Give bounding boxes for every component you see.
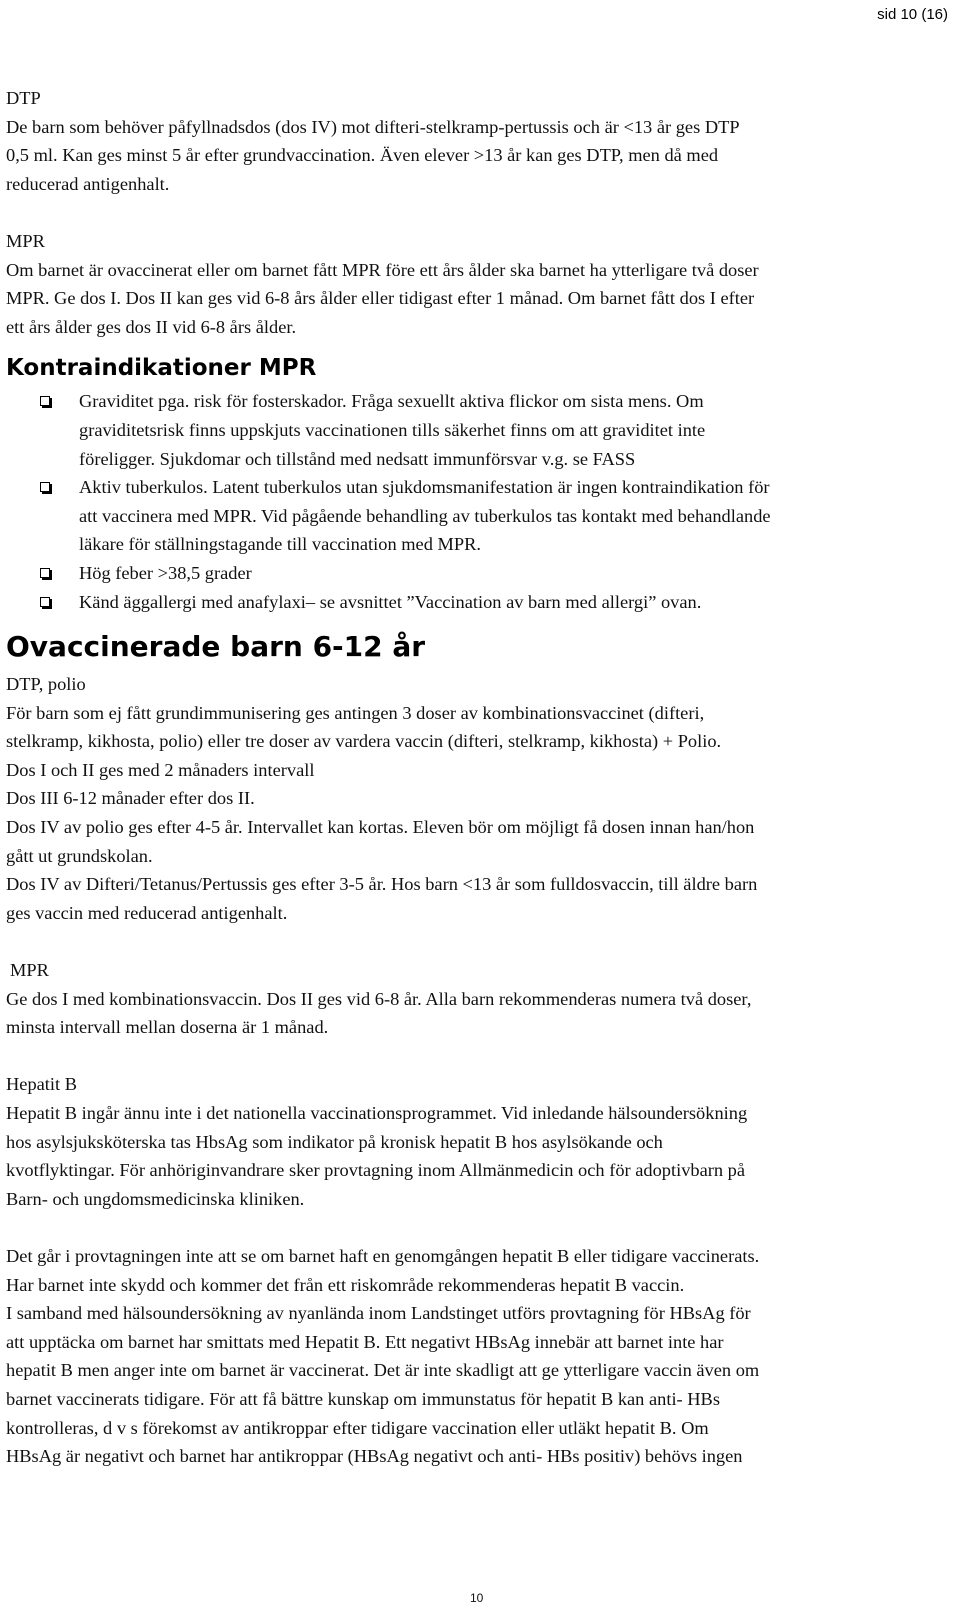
page-header: sid 10 (16) <box>877 6 948 23</box>
list-item <box>6 588 941 617</box>
contraindications-list <box>6 387 941 616</box>
list-item <box>6 473 941 559</box>
mpr-text <box>6 256 941 342</box>
hepatitis-b-section <box>6 1070 941 1470</box>
text-line: Hepatit B ingår ännu inte i det nationella vaccinationsprogrammet. Vid inledande hälsoundersökning <box>6 1103 748 1123</box>
mpr2-text <box>6 985 941 1042</box>
unvaccinated-heading: Ovaccinerade barn 6-12 år <box>6 630 426 664</box>
text-line: Har barnet inte skydd och kommer det från ett riskområde rekommenderas hepatit B vaccin. <box>6 1274 685 1295</box>
checkbox-bullet-icon <box>40 396 50 406</box>
text-line: Dos IV av polio ges efter 4-5 år. Intervallet kan kortas. Eleven bör om möjligt få dosen innan han/hon <box>6 817 755 838</box>
text-line: Dos III 6-12 månader efter dos II. <box>6 788 255 809</box>
text-line: hepatit B men anger inte om barnet är vaccinerat. Det är inte skadligt att ge ytterligare vaccin även om <box>6 1360 760 1381</box>
page-number: 10 <box>470 1591 484 1605</box>
text-line: Känd äggallergi med anafylaxi– se avsnittet ”Vaccination av barn med allergi” ovan. <box>79 591 702 612</box>
hepatitis-b-text-2 <box>6 1242 941 1471</box>
unvaccinated-section <box>6 670 941 927</box>
text-line: Ge dos I med kombinationsvaccin. Dos II ges vid 6-8 år. Alla barn rekommenderas numera två doser, <box>6 988 752 1009</box>
text-line: De barn som behöver påfyllnadsdos (dos IV) mot difteri-stelkramp-pertussis och är <13 år ges DTP <box>6 116 740 137</box>
text-line: Barn- och ungdomsmedicinska kliniken. <box>6 1188 305 1209</box>
text-line: HBsAg är negativt och barnet har antikroppar (HBsAg negativt och anti- HBs positiv) behövs ingen <box>6 1446 743 1467</box>
dtp-title: DTP <box>6 88 41 108</box>
text-line: Om barnet är ovaccinerat eller om barnet fått MPR före ett års ålder ska barnet ha ytterligare två doser <box>6 259 759 280</box>
text-line: Graviditet pga. risk för fosterskador. Fråga sexuellt aktiva flickor om sista mens. Om <box>79 391 704 412</box>
text-line: kontrolleras, d v s förekomst av antikroppar efter tidigare vaccination eller utläkt hepatit B. Om <box>6 1417 709 1438</box>
text-line: reducerad antigenhalt. <box>6 173 170 194</box>
text-line: stelkramp, kikhosta, polio) eller tre doser av vardera vaccin (difteri, stelkramp, kikhosta) + Polio. <box>6 731 722 752</box>
list-item <box>6 559 941 588</box>
text-line: Dos IV av Difteri/Tetanus/Pertussis ges efter 3-5 år. Hos barn <13 år som fulldosvaccin, till äldre barn <box>6 874 758 895</box>
text-line: föreligger. Sjukdomar och tillstånd med nedsatt immunförsvar v.g. se FASS <box>79 448 636 469</box>
contraindications-heading: Kontraindikationer MPR <box>6 355 317 382</box>
hepatitis-b-title: Hepatit B <box>6 1074 77 1095</box>
hepatitis-b-text <box>6 1099 941 1213</box>
page-content <box>6 84 941 1471</box>
text-line: graviditetsrisk finns uppskjuts vaccinationen tills säkerhet finns om att graviditet inte <box>79 419 706 440</box>
text-line: 0,5 ml. Kan ges minst 5 år efter grundvaccination. Även elever >13 år kan ges DTP, men då med <box>6 145 719 166</box>
text-line: att upptäcka om barnet har smittats med Hepatit B. Ett negativt HBsAg innebär att barnet inte har <box>6 1331 724 1352</box>
mpr2-title: MPR <box>10 960 49 981</box>
checkbox-bullet-icon <box>40 597 50 607</box>
text-line: För barn som ej fått grundimmunisering ges antingen 3 doser av kombinationsvaccinet (difteri, <box>6 702 705 723</box>
text-line: barnet vaccinerats tidigare. För att få bättre kunskap om immunstatus för hepatit B kan anti- HBs <box>6 1388 720 1409</box>
text-line: I samband med hälsoundersökning av nyanlända inom Landstinget utförs provtagning för HBsAg för <box>6 1303 751 1324</box>
text-line: kvotflyktingar. För anhöriginvandrare sker provtagning inom Allmänmedicin och för adoptivbarn på <box>6 1160 746 1181</box>
text-line: Dos I och II ges med 2 månaders intervall <box>6 759 315 780</box>
list-item <box>6 387 941 473</box>
text-line: att vaccinera med MPR. Vid pågående behandling av tuberkulos tas kontakt med behandlande <box>79 505 771 526</box>
mpr-title: MPR <box>6 230 45 251</box>
unvaccinated-text <box>6 699 941 928</box>
checkbox-bullet-icon <box>40 482 50 492</box>
text-line: Hög feber >38,5 grader <box>79 562 252 583</box>
mpr2-section <box>6 956 941 1042</box>
dtp-section <box>6 84 941 198</box>
unvaccinated-subtitle: DTP, polio <box>6 674 86 695</box>
text-line: Aktiv tuberkulos. Latent tuberkulos utan sjukdomsmanifestation är ingen kontraindikation för <box>79 477 770 498</box>
text-line: ett års ålder ges dos II vid 6-8 års ålder. <box>6 316 297 337</box>
text-line: läkare för ställningstagande till vaccination med MPR. <box>79 534 481 555</box>
checkbox-bullet-icon <box>40 568 50 578</box>
dtp-text <box>6 113 941 199</box>
text-line: minsta intervall mellan doserna är 1 månad. <box>6 1017 329 1038</box>
text-line: ges vaccin med reducerad antigenhalt. <box>6 902 288 923</box>
text-line: MPR. Ge dos I. Dos II kan ges vid 6-8 års ålder eller tidigast efter 1 månad. Om barnet fått dos I efter <box>6 288 755 309</box>
text-line: gått ut grundskolan. <box>6 845 153 866</box>
text-line: hos asylsjuksköterska tas HbsAg som indikator på kronisk hepatit B hos asylsökande och <box>6 1131 663 1152</box>
mpr-section <box>6 227 941 341</box>
text-line: Det går i provtagningen inte att se om barnet haft en genomgången hepatit B eller tidigare vaccinerats. <box>6 1245 760 1266</box>
